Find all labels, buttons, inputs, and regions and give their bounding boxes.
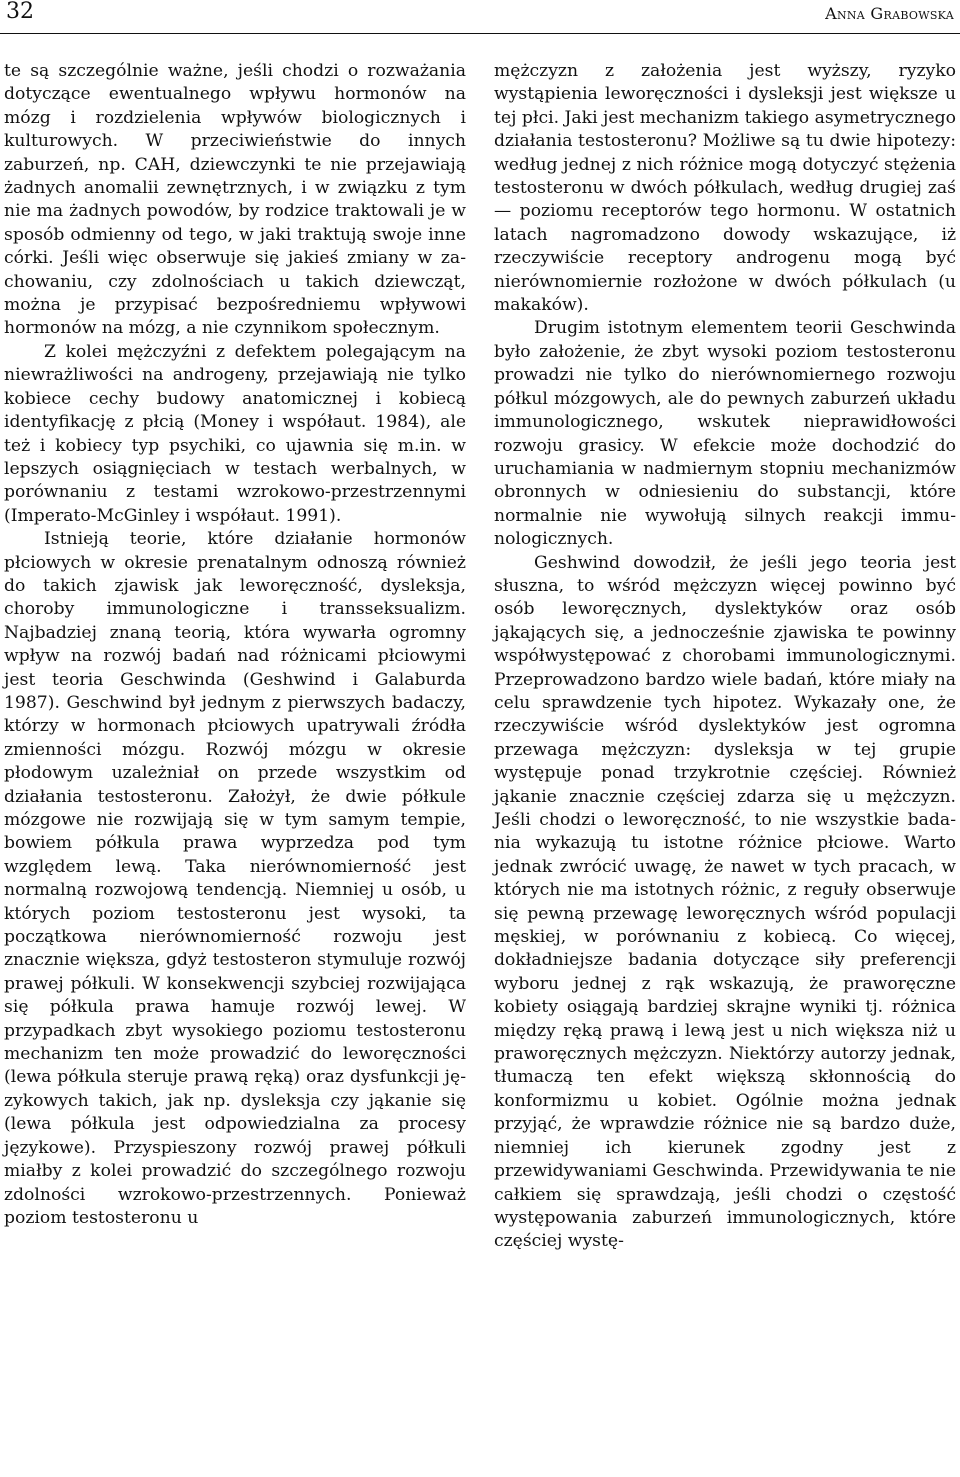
paragraph: te są szczególnie ważne, jeśli chodzi o rozważania dotyczące ewentualnego wpływu hormonów na mózg i rozdzielenia wpływów biologicznych i kulturowych. W przeciwieństwie do innych zaburzeń, np. CAH, dziewczynki te nie przejawiają żadnych anomalii zewnętrznych, i w związku z tym nie ma żadnych powodów, by rodzice traktowali je w sposób odmienny od tego, w jaki traktują swoje inne córki. Jeśli więc obserwuje się jakieś zmiany w zachowaniu, czy zdolnościach u takich dziewcząt, można je przypisać bezpośredniemu wpływowi hormonów na mózg, a nie czynnikom społecznym. xyxy=(4,61,466,339)
header-rule xyxy=(0,33,960,34)
paragraph: Istnieją teorie, które działanie hormonów płciowych w okresie prenatalnym odnoszą również do takich zjawisk jak leworęczność, dysleksja, choroby immunologiczne i transseksualizm. Najbadziej znaną teorią, która wywarła ogromny wpływ na rozwój badań nad różnicami płciowymi jest teoria Geschwinda (Geshwind i Galaburda 1987). Geschwind był jednym z pierwszych badaczy, którzy w hormonach płciowych upatrywali źródła zmienności mózgu. Rozwój mózgu w okresie płodowym uzależniał on przede wszystkim od działania testosteronu. Założył, że dwie półkule mózgowe nie rozwijają się w tym samym tempie, bowiem półkula prawa wyprzedza pod tym względem lewą. Taka nierównomierność jest normalną rozwojową tendencją. Niemniej u osób, u których poziom testosteronu jest wysoki, ta początkowa nierównomierność rozwoju jest znacznie większa, gdyż testosteron stymuluje rozwój prawej półkuli. W konsekwencji szybciej rozwijająca się półkula prawa hamuje rozwój lewej. W przypadkach zbyt wysokiego poziomu testosteronu mechanizm ten może prowadzić do leworęczności (lewa półkula steruje prawą ręką) oraz dysfunkcji językowych takich, jak np. dysleksja czy jąkanie się (lewa półkula jest odpowiedzialna za procesy językowe). Przyspieszony rozwój prawej półkuli miałby z kolei prowadzić do szczególnego rozwoju zdolności wzrokowo-przestrzennych. Ponieważ poziom testosteronu u xyxy=(4,529,466,1228)
right-column xyxy=(494,60,956,1254)
left-column xyxy=(4,60,466,1230)
paragraph: Geshwind dowodził, że jeśli jego teoria jest słuszna, to wśród mężczyzn więcej powinno być osób leworęcznych, dyslektyków oraz osób jąkających się, a jednocześnie zjawiska te powinny współwystępować z chorobami immunologicznymi. Przeprowadzono bardzo wiele badań, które miały na celu sprawdzenie tych hipotez. Wykazały one, że rzeczywiście wśród dyslektyków jest ogromna przewaga mężczyzn: dysleksja w tej grupie występuje ponad trzykrotnie częściej. Również jąkanie znacznie częściej zdarza się u mężczyzn. Jeśli chodzi o leworęczność, to nie wszystkie badania wykazują tu istotne różnice płciowe. Warto jednak zwrócić uwagę, że nawet w tych pracach, w których nie ma istotnych różnic, z reguły obserwuje się pewną przewagę leworęcznych wśród populacji męskiej, w porównaniu z kobiecą. Co więcej, dokładniejsze badania dotyczące siły preferencji wyboru jednej z rąk wskazują, że praworęczne kobiety osiągają bardziej skrajne wyniki tj. różnica między ręką prawą i lewą jest u nich większa niż u praworęcznych mężczyzn. Niektórzy autorzy jednak, tłumaczą ten efekt większą skłonnością do konformizmu u kobiet. Ogólnie można jednak przyjąć, że wprawdzie różnice nie są bardzo duże, niemniej ich kierunek zgodny jest z przewidywaniami Geschwinda. Przewidywania te nie całkiem się sprawdzają, jeśli chodzi o częstość występowania zaburzeń immunologicznych, które częściej wystę- xyxy=(494,552,956,1252)
paragraph: mężczyzn z założenia jest wyższy, ryzyko wystąpienia leworęczności i dysleksji jest większe u tej płci. Jaki jest mechanizm takiego asymetrycznego działania testosteronu? Możliwe są tu dwie hipotezy: według jednej z nich różnice mogą dotyczyć stężenia testosteronu w dwóch półkulach, według drugiej zaś — poziomu receptorów tego hormonu. W ostatnich latach nagromadzono dowody wskazujące, iż rzeczywiście receptory androgenu mogą być nierównomiernie rozłożone w dwóch półkulach (u makaków). xyxy=(494,61,956,316)
running-head: Anna Grabowska xyxy=(825,4,954,23)
page-header xyxy=(0,0,960,40)
paragraph: Z kolei mężczyźni z defektem polegającym na niewrażliwości na androgeny, przejawiają nie tylko kobiece cechy budowy anatomicznej i kobiecą identyfikację z płcią (Money i współaut. 1984), ale też i kobiecy typ psychiki, co ujawnia się m.in. w lepszych osiągnięciach w testach werbalnych, w porównaniu z testami wzrokowo-przestrzennymi (Imperato-McGinley i współaut. 1991). xyxy=(4,341,466,526)
paragraph: Drugim istotnym elementem teorii Geschwinda było założenie, że zbyt wysoki poziom testosteronu prowadzi nie tylko do nierównomiernego rozwoju półkul mózgowych, ale do pewnych zaburzeń układu immunologicznego, wskutek nieprawidłowości rozwoju grasicy. W efekcie może dochodzić do uruchamiania w nadmiernym stopniu mechanizmów obronnych w odniesieniu do substancji, które normalnie nie wywołują silnych reakcji immunologicznych. xyxy=(494,318,956,550)
page-number: 32 xyxy=(6,0,34,24)
